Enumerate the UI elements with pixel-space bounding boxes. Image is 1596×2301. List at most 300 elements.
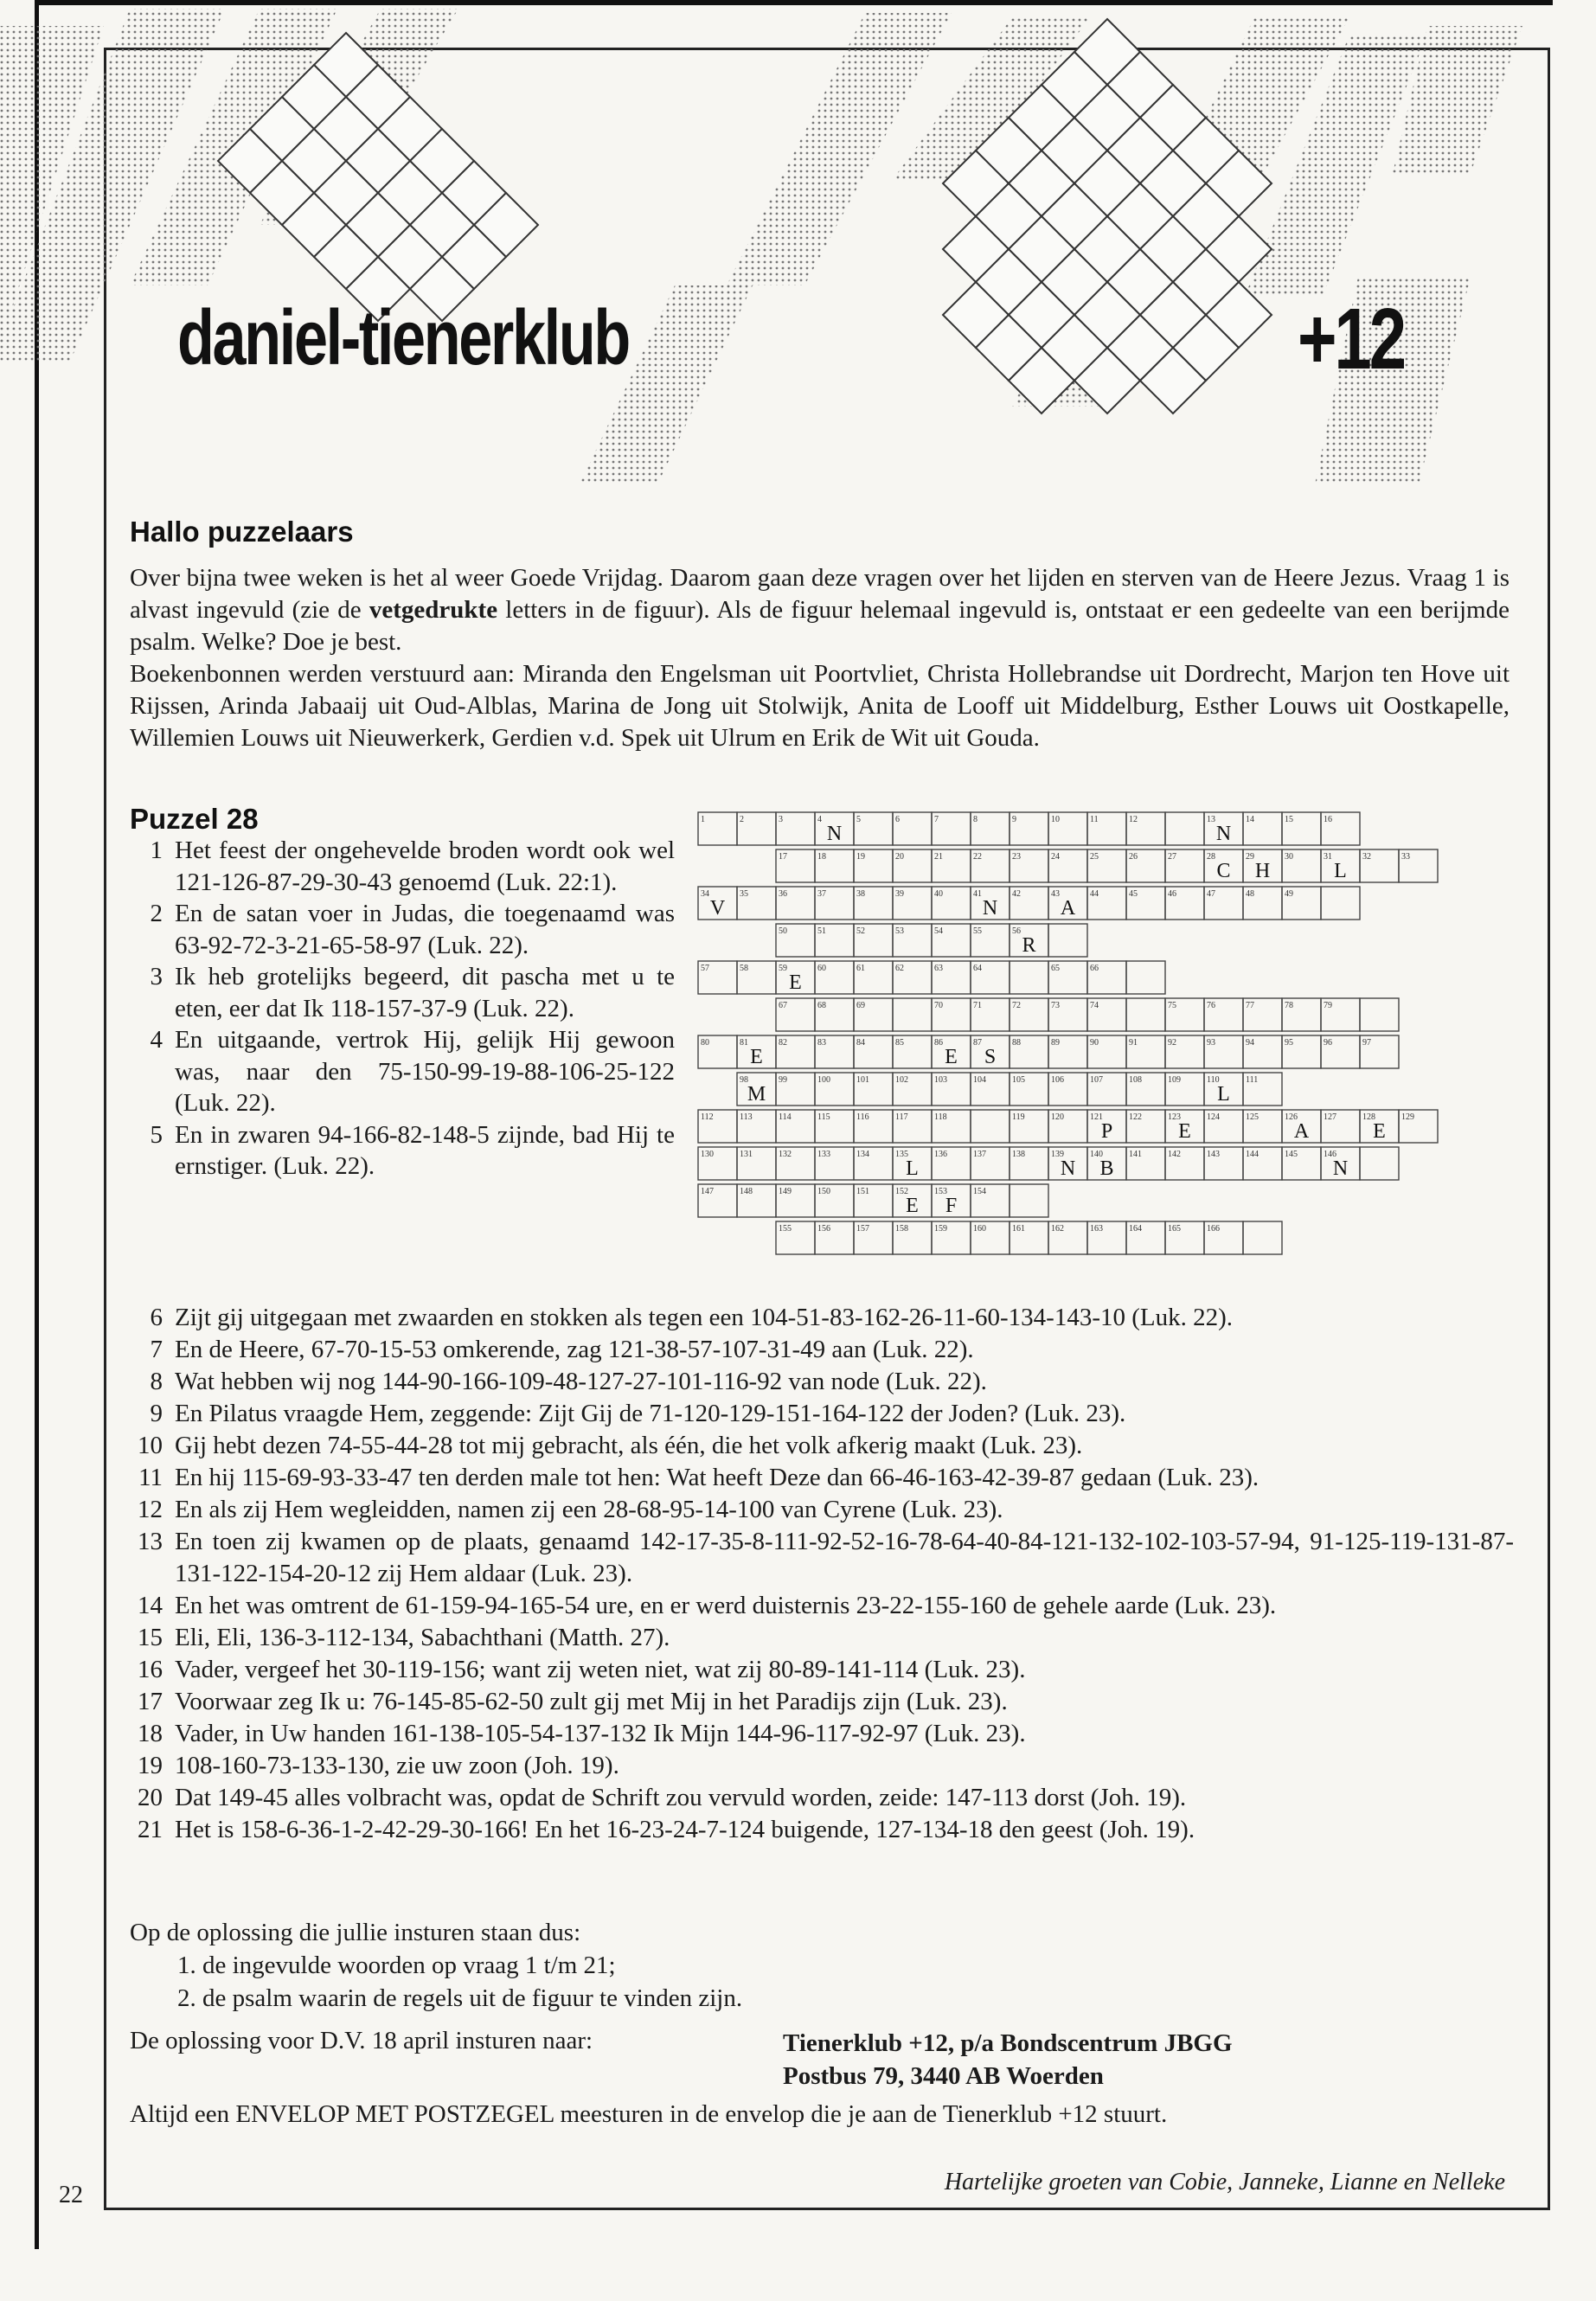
svg-text:158: 158 — [895, 1224, 908, 1234]
clue-1 — [130, 835, 675, 898]
svg-text:89: 89 — [1051, 1038, 1060, 1048]
puzzle-heading: Puzzel 28 — [130, 803, 259, 835]
clue-text: Vader, in Uw handen 161-138-105-54-137-132 Ik Mijn 144-96-117-92-97 (Luk. 23). — [175, 1720, 1026, 1747]
grid-cell — [1126, 1073, 1165, 1106]
greeting: Hartelijke groeten van Cobie, Janneke, Lianne en Nelleke — [944, 2169, 1505, 2195]
grid-cell — [971, 1184, 1010, 1217]
grid-cell — [1282, 887, 1321, 920]
svg-text:136: 136 — [934, 1150, 947, 1159]
svg-text:161: 161 — [1012, 1224, 1025, 1234]
address-line-2: Postbus 79, 3440 AB Woerden — [783, 2062, 1104, 2090]
svg-text:16: 16 — [1324, 815, 1332, 824]
grid-cell — [893, 887, 932, 920]
svg-text:50: 50 — [779, 926, 787, 936]
svg-text:99: 99 — [779, 1075, 787, 1085]
grid-cell — [1048, 1035, 1087, 1068]
clue-text: En de satan voer in Judas, die toegenaamd was 63-92-72-3-21-65-58-97 (Luk. 22). — [175, 900, 675, 959]
svg-text:32: 32 — [1362, 852, 1371, 862]
clue-text: En in zwaren 94-166-82-148-5 zijnde, bad Hij te ernstiger. (Luk. 22). — [175, 1120, 675, 1180]
svg-text:36: 36 — [779, 889, 787, 899]
grid-cell — [1204, 1110, 1243, 1143]
svg-text:110: 110 — [1207, 1075, 1220, 1085]
intro-p1-end: letters in de figuur). Als de figuur helemaal ingevuld is, ontstaat er een gedeelte van een berijmde psalm. Welke? Doe je best. — [130, 596, 1509, 656]
grid-cell — [854, 1035, 893, 1068]
clue-text: Ik heb grotelijks begeerd, dit pascha met u te eten, eer dat Ik 118-157-37-9 (Luk. 22). — [175, 963, 675, 1022]
grid-cell — [1010, 961, 1048, 994]
grid-cell — [815, 887, 854, 920]
svg-text:15: 15 — [1285, 815, 1293, 824]
grid-cell — [1282, 1035, 1321, 1068]
grid-cell — [854, 849, 893, 882]
grid-cell — [893, 998, 932, 1031]
intro-paragraph-1 — [130, 562, 1509, 658]
grid-cell — [1165, 812, 1204, 845]
grid-cell — [776, 961, 815, 994]
grid-cell — [854, 1184, 893, 1217]
clue-text: En uitgaande, vertrok Hij, gelijk Hij gewoon was, naar den 75-150-99-19-88-106-25-122 (Luk. 22). — [175, 1026, 675, 1117]
svg-text:114: 114 — [779, 1112, 792, 1122]
grid-cell — [776, 849, 815, 882]
svg-text:25: 25 — [1090, 852, 1099, 862]
clue-number: 4 — [150, 1026, 163, 1054]
svg-text:61: 61 — [856, 964, 865, 973]
svg-text:96: 96 — [1324, 1038, 1332, 1048]
grid-cell — [971, 812, 1010, 845]
svg-text:106: 106 — [1051, 1075, 1064, 1085]
svg-text:153: 153 — [934, 1187, 947, 1196]
header-lattice-art — [0, 0, 1596, 484]
svg-text:123: 123 — [1168, 1112, 1181, 1122]
grid-cell — [893, 1073, 932, 1106]
svg-text:35: 35 — [740, 889, 748, 899]
grid-cell — [1321, 887, 1360, 920]
clue-number: 17 — [138, 1688, 163, 1715]
svg-text:149: 149 — [779, 1187, 792, 1196]
clue-number: 1 — [150, 836, 163, 864]
outro — [130, 1916, 1514, 2015]
svg-text:56: 56 — [1012, 926, 1021, 936]
svg-text:F: F — [945, 1195, 958, 1217]
clue-15 — [130, 1622, 1514, 1654]
grid-cell — [932, 1221, 971, 1254]
grid-cell — [698, 887, 737, 920]
grid-cell — [932, 961, 971, 994]
svg-text:88: 88 — [1012, 1038, 1021, 1048]
svg-text:85: 85 — [895, 1038, 904, 1048]
svg-text:26: 26 — [1129, 852, 1138, 862]
clue-number: 18 — [138, 1720, 163, 1747]
grid-cell — [1204, 812, 1243, 845]
svg-text:78: 78 — [1285, 1001, 1293, 1010]
svg-text:119: 119 — [1012, 1112, 1025, 1122]
clue-number: 15 — [138, 1624, 163, 1651]
svg-text:135: 135 — [895, 1150, 908, 1159]
svg-text:E: E — [1178, 1120, 1191, 1143]
clue-11 — [130, 1462, 1514, 1494]
clue-4 — [130, 1024, 675, 1119]
svg-text:N: N — [982, 897, 998, 920]
grid-cell — [815, 1073, 854, 1106]
svg-text:60: 60 — [817, 964, 826, 973]
clue-number: 5 — [150, 1120, 163, 1149]
grid-cell — [1243, 1110, 1282, 1143]
svg-text:139: 139 — [1051, 1150, 1064, 1159]
envelope-note: Altijd een ENVELOP MET POSTZEGEL meesturen in de envelop die je aan de Tienerklub +12 stuurt. — [130, 2100, 1168, 2128]
grid-cell — [854, 961, 893, 994]
svg-text:22: 22 — [973, 852, 982, 862]
grid-cell — [1360, 1110, 1399, 1143]
grid-cell — [932, 1110, 971, 1143]
grid-cell — [932, 1073, 971, 1106]
svg-text:45: 45 — [1129, 889, 1138, 899]
grid-cell — [893, 961, 932, 994]
svg-text:11: 11 — [1090, 815, 1099, 824]
svg-text:53: 53 — [895, 926, 904, 936]
grid-cell — [737, 887, 776, 920]
svg-text:C: C — [1216, 860, 1231, 882]
clue-number: 10 — [138, 1432, 163, 1459]
outro-item-1: 1. de ingevulde woorden op vraag 1 t/m 21; — [177, 1952, 616, 1979]
svg-text:A: A — [1293, 1120, 1310, 1143]
intro-p1-start: Over bijna twee weken is het al weer Goede Vrijdag. Daarom gaan deze vragen over het lijden en sterven van de Heere Jezus. Vraag 1 is alvast ingevuld (zie de — [130, 564, 1509, 624]
clue-number: 11 — [138, 1464, 163, 1491]
svg-text:6: 6 — [895, 815, 900, 824]
svg-text:100: 100 — [817, 1075, 830, 1085]
svg-text:163: 163 — [1090, 1224, 1103, 1234]
grid-cell — [1282, 1147, 1321, 1180]
svg-text:37: 37 — [817, 889, 826, 899]
clue-16 — [130, 1654, 1514, 1686]
clue-text: En de Heere, 67-70-15-53 omkerende, zag 121-38-57-107-31-49 aan (Luk. 22). — [175, 1336, 974, 1363]
grid-cell — [932, 1147, 971, 1180]
svg-text:87: 87 — [973, 1038, 982, 1048]
svg-text:2: 2 — [740, 815, 744, 824]
grid-cell — [815, 1035, 854, 1068]
svg-text:24: 24 — [1051, 852, 1060, 862]
svg-text:34: 34 — [701, 889, 709, 899]
grid-cell — [1010, 812, 1048, 845]
grid-cell — [737, 1184, 776, 1217]
svg-text:51: 51 — [817, 926, 826, 936]
grid-cell — [1087, 849, 1126, 882]
svg-text:142: 142 — [1168, 1150, 1181, 1159]
svg-text:144: 144 — [1246, 1150, 1259, 1159]
grid-cell — [815, 812, 854, 845]
grid-cell — [1165, 1110, 1204, 1143]
svg-text:72: 72 — [1012, 1001, 1021, 1010]
svg-text:137: 137 — [973, 1150, 986, 1159]
svg-text:27: 27 — [1168, 852, 1176, 862]
svg-text:67: 67 — [779, 1001, 787, 1010]
grid-cell — [1243, 1073, 1282, 1106]
grid-cell — [1204, 887, 1243, 920]
svg-text:31: 31 — [1324, 852, 1332, 862]
svg-text:9: 9 — [1012, 815, 1016, 824]
svg-text:90: 90 — [1090, 1038, 1099, 1048]
grid-cell — [854, 812, 893, 845]
grid-cell — [971, 887, 1010, 920]
grid-cell — [1010, 1221, 1048, 1254]
svg-text:111: 111 — [1246, 1075, 1259, 1085]
clue-number: 6 — [150, 1304, 163, 1331]
grid-cell — [971, 1073, 1010, 1106]
svg-text:120: 120 — [1051, 1112, 1064, 1122]
grid-cell — [776, 998, 815, 1031]
grid-cell — [1087, 961, 1126, 994]
clue-3 — [130, 961, 675, 1024]
clue-text: En Pilatus vraagde Hem, zeggende: Zijt Gij de 71-120-129-151-164-122 der Joden? (Luk. 23). — [175, 1400, 1126, 1427]
grid-cell — [1010, 1147, 1048, 1180]
svg-text:55: 55 — [973, 926, 982, 936]
svg-text:101: 101 — [856, 1075, 869, 1085]
svg-text:13: 13 — [1207, 815, 1215, 824]
svg-text:70: 70 — [934, 1001, 943, 1010]
svg-text:122: 122 — [1129, 1112, 1142, 1122]
grid-cell — [971, 1221, 1010, 1254]
svg-text:B: B — [1099, 1157, 1114, 1180]
grid-cell — [1321, 1035, 1360, 1068]
grid-cell — [1243, 849, 1282, 882]
club-title: daniel-tienerklub — [177, 295, 629, 381]
grid-cell — [776, 1110, 815, 1143]
grid-cell — [1204, 1221, 1243, 1254]
grid-cell — [1126, 849, 1165, 882]
svg-text:7: 7 — [934, 815, 939, 824]
grid-cell — [815, 1221, 854, 1254]
grid-cell — [971, 1147, 1010, 1180]
svg-text:74: 74 — [1090, 1001, 1099, 1010]
svg-text:21: 21 — [934, 852, 943, 862]
grid-cell — [1321, 1147, 1360, 1180]
grid-cell — [815, 924, 854, 957]
svg-text:A: A — [1060, 897, 1076, 920]
grid-cell — [776, 1184, 815, 1217]
grid-cell — [932, 1035, 971, 1068]
grid-cell — [893, 1110, 932, 1143]
svg-text:155: 155 — [779, 1224, 792, 1234]
grid-cell — [854, 1110, 893, 1143]
grid-cell — [1204, 849, 1243, 882]
clue-8 — [130, 1366, 1514, 1398]
svg-text:79: 79 — [1324, 1001, 1332, 1010]
grid-cell — [854, 924, 893, 957]
svg-text:152: 152 — [895, 1187, 908, 1196]
svg-text:131: 131 — [740, 1150, 753, 1159]
grid-cell — [854, 1073, 893, 1106]
grid-cell — [1243, 998, 1282, 1031]
svg-text:N: N — [1332, 1157, 1349, 1180]
svg-text:121: 121 — [1090, 1112, 1103, 1122]
svg-text:68: 68 — [817, 1001, 826, 1010]
grid-cell — [815, 849, 854, 882]
svg-text:52: 52 — [856, 926, 865, 936]
svg-text:117: 117 — [895, 1112, 908, 1122]
grid-cell — [776, 812, 815, 845]
svg-text:141: 141 — [1129, 1150, 1142, 1159]
svg-text:42: 42 — [1012, 889, 1021, 899]
svg-text:E: E — [750, 1046, 763, 1068]
grid-cell — [1010, 849, 1048, 882]
grid-cell — [1321, 998, 1360, 1031]
svg-text:44: 44 — [1090, 889, 1099, 899]
svg-text:14: 14 — [1246, 815, 1254, 824]
svg-text:104: 104 — [973, 1075, 986, 1085]
clue-9 — [130, 1398, 1514, 1430]
grid-cell — [737, 961, 776, 994]
grid-cell — [1165, 1221, 1204, 1254]
svg-text:157: 157 — [856, 1224, 869, 1234]
grid-cell — [1126, 998, 1165, 1031]
clue-number: 8 — [150, 1368, 163, 1395]
svg-text:M: M — [747, 1083, 766, 1106]
clue-19 — [130, 1750, 1514, 1782]
svg-text:103: 103 — [934, 1075, 947, 1085]
grid-cell — [1048, 924, 1087, 957]
grid-cell — [1165, 1035, 1204, 1068]
grid-cell — [1010, 1035, 1048, 1068]
svg-text:146: 146 — [1324, 1150, 1336, 1159]
grid-cell — [1360, 849, 1399, 882]
grid-cell — [893, 1147, 932, 1180]
grid-cell — [893, 849, 932, 882]
grid-cell — [1360, 1147, 1399, 1180]
svg-text:108: 108 — [1129, 1075, 1142, 1085]
svg-text:E: E — [1373, 1120, 1386, 1143]
grid-cell — [698, 1184, 737, 1217]
grid-cell — [1165, 1147, 1204, 1180]
clue-21 — [130, 1814, 1514, 1846]
svg-text:N: N — [826, 823, 843, 845]
grid-cell — [1010, 1073, 1048, 1106]
svg-text:162: 162 — [1051, 1224, 1064, 1234]
grid-cell — [1010, 1110, 1048, 1143]
svg-text:94: 94 — [1246, 1038, 1254, 1048]
svg-text:38: 38 — [856, 889, 865, 899]
clue-number: 16 — [138, 1656, 163, 1683]
svg-text:N: N — [1060, 1157, 1076, 1180]
svg-text:L: L — [1217, 1083, 1230, 1106]
grid-cell — [1010, 998, 1048, 1031]
svg-text:126: 126 — [1285, 1112, 1298, 1122]
grid-cell — [1126, 1110, 1165, 1143]
svg-text:3: 3 — [779, 815, 783, 824]
grid-cell — [893, 1221, 932, 1254]
clue-number: 20 — [138, 1784, 163, 1811]
grid-cell — [698, 812, 737, 845]
puzzle-grid — [696, 809, 1505, 1302]
clue-number: 21 — [138, 1816, 163, 1843]
dotted-stripes — [0, 9, 1522, 484]
grid-cell — [854, 1221, 893, 1254]
svg-text:159: 159 — [934, 1224, 947, 1234]
grid-cell — [776, 1035, 815, 1068]
clue-text: Wat hebben wij nog 144-90-166-109-48-127-27-101-116-92 van node (Luk. 22). — [175, 1368, 987, 1395]
clue-20 — [130, 1782, 1514, 1814]
grid-cell — [737, 1073, 776, 1106]
grid-cell — [932, 812, 971, 845]
svg-text:81: 81 — [740, 1038, 748, 1048]
clue-number: 9 — [150, 1400, 163, 1427]
clue-number: 2 — [150, 900, 163, 927]
grid-cell — [737, 1110, 776, 1143]
grid-cell — [1126, 1221, 1165, 1254]
grid-cell — [737, 812, 776, 845]
address — [783, 2027, 1233, 2093]
svg-text:109: 109 — [1168, 1075, 1181, 1085]
svg-text:62: 62 — [895, 964, 904, 973]
svg-text:160: 160 — [973, 1224, 986, 1234]
svg-text:63: 63 — [934, 964, 943, 973]
svg-text:143: 143 — [1207, 1150, 1220, 1159]
grid-cell — [1048, 961, 1087, 994]
grid-cell — [1048, 1110, 1087, 1143]
grid-cell — [1204, 1147, 1243, 1180]
svg-text:134: 134 — [856, 1150, 869, 1159]
svg-text:E: E — [789, 971, 802, 994]
svg-text:57: 57 — [701, 964, 709, 973]
grid-cell — [1048, 1221, 1087, 1254]
clue-7 — [130, 1334, 1514, 1366]
svg-text:91: 91 — [1129, 1038, 1138, 1048]
send-label: De oplossing voor D.V. 18 april insturen naar: — [130, 2027, 593, 2054]
grid-cell — [737, 1035, 776, 1068]
grid-cell — [1360, 1035, 1399, 1068]
clue-number: 3 — [150, 963, 163, 990]
grid-cell — [971, 924, 1010, 957]
grid-cell — [1165, 1073, 1204, 1106]
svg-text:L: L — [1334, 860, 1347, 882]
svg-text:83: 83 — [817, 1038, 826, 1048]
clue-number: 19 — [138, 1752, 163, 1779]
grid-cell — [854, 998, 893, 1031]
grid-cell — [893, 924, 932, 957]
svg-text:E: E — [945, 1046, 958, 1068]
grid-cell — [1282, 849, 1321, 882]
svg-text:92: 92 — [1168, 1038, 1176, 1048]
grid-cell — [698, 1110, 737, 1143]
svg-text:148: 148 — [740, 1187, 753, 1196]
grid-cell — [698, 1035, 737, 1068]
clue-text: En het was omtrent de 61-159-94-165-54 ure, en er werd duisternis 23-22-155-160 de gehele aarde (Luk. 23). — [175, 1592, 1277, 1619]
grid-cell — [1165, 849, 1204, 882]
grid-cell — [1243, 1221, 1282, 1254]
svg-text:48: 48 — [1246, 889, 1254, 899]
svg-text:64: 64 — [973, 964, 982, 973]
svg-text:73: 73 — [1051, 1001, 1060, 1010]
clue-text: Voorwaar zeg Ik u: 76-145-85-62-50 zult gij met Mij in het Paradijs zijn (Luk. 23). — [175, 1688, 1008, 1715]
grid-cell — [854, 887, 893, 920]
clue-text: En hij 115-69-93-33-47 ten derden male tot hen: Wat heeft Deze dan 66-46-163-42-39-87 gedaan (Luk. 23). — [175, 1464, 1259, 1491]
grid-cell — [1282, 998, 1321, 1031]
svg-text:97: 97 — [1362, 1038, 1371, 1048]
clue-number: 13 — [138, 1528, 163, 1555]
grid-cell — [854, 1147, 893, 1180]
grid-cell — [776, 1073, 815, 1106]
intro-text — [130, 562, 1509, 754]
svg-text:138: 138 — [1012, 1150, 1025, 1159]
grid-cell — [932, 924, 971, 957]
svg-text:18: 18 — [817, 852, 826, 862]
grid-cell — [1087, 1073, 1126, 1106]
svg-text:10: 10 — [1051, 815, 1060, 824]
svg-text:N: N — [1215, 823, 1232, 845]
svg-text:80: 80 — [701, 1038, 709, 1048]
clue-text: Zijt gij uitgegaan met zwaarden en stokken als tegen een 104-51-83-162-26-11-60-134-143-10 (Luk. 22). — [175, 1304, 1234, 1331]
svg-text:69: 69 — [856, 1001, 865, 1010]
svg-text:107: 107 — [1090, 1075, 1103, 1085]
grid-cell — [815, 1184, 854, 1217]
clue-number: 14 — [138, 1592, 163, 1619]
